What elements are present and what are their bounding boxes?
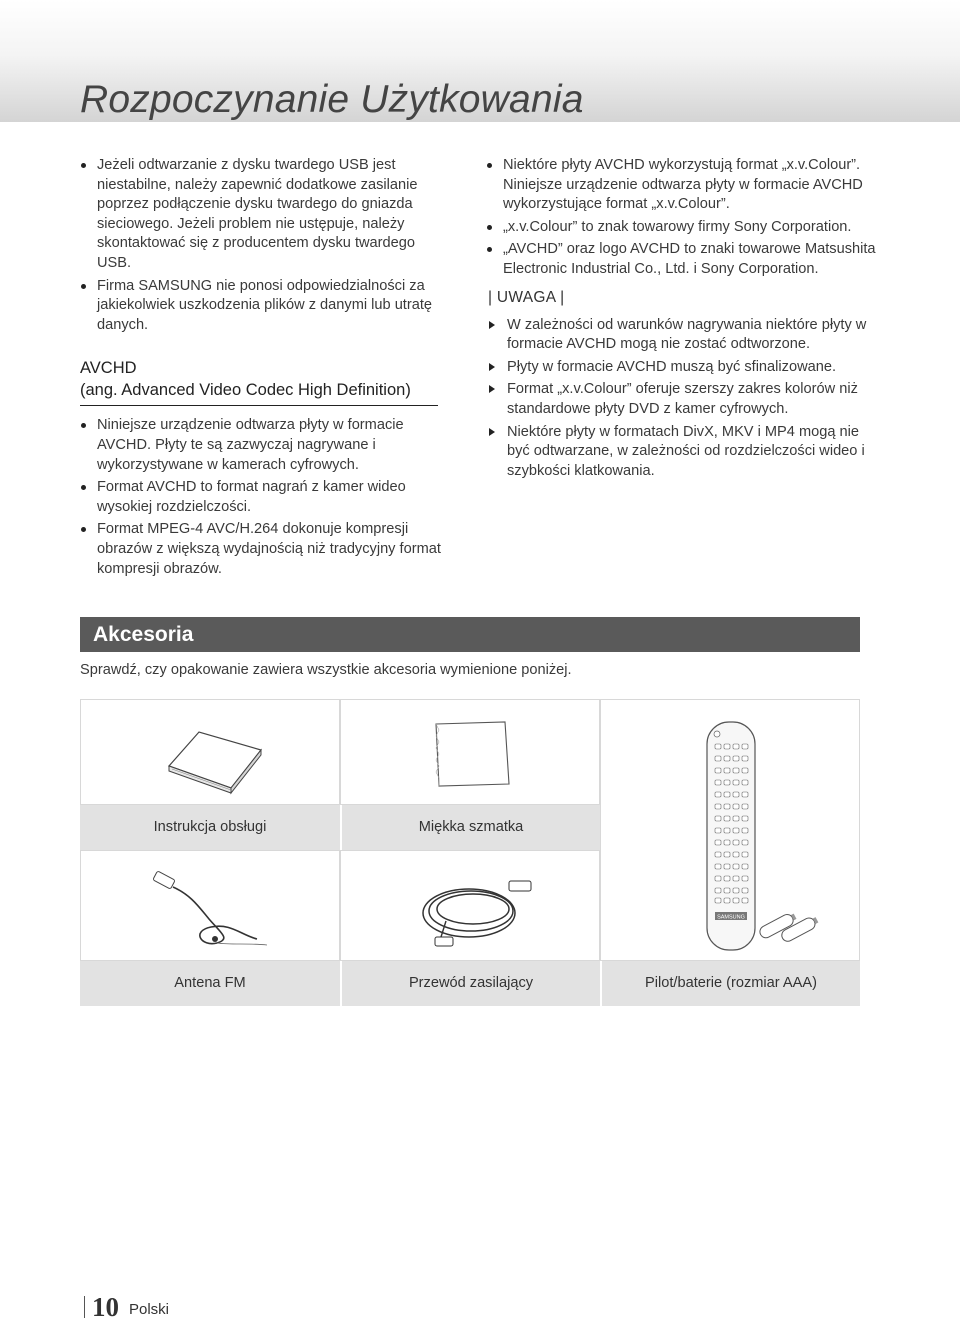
- accessory-label-fm-antenna: Antena FM: [80, 961, 340, 1006]
- remote-button-icon: [742, 816, 748, 821]
- remote-button-icon: [742, 852, 748, 857]
- note-label: | UWAGA |: [488, 288, 565, 306]
- remote-button-icon: [724, 816, 730, 821]
- remote-button-icon: [715, 840, 721, 845]
- remote-button-icon: [733, 756, 739, 761]
- note-item: Niektóre płyty w formatach DivX, MKV i MP4 mogą nie być odtwarzane, w zależności od rozdzielczości wideo i szybkości klatkowania.: [486, 423, 878, 482]
- remote-button-icon: [724, 768, 730, 773]
- power-cord-icon: [341, 851, 601, 962]
- remote-button-icon: [733, 828, 739, 833]
- power-cord-image: [340, 850, 600, 961]
- remote-button-icon: [742, 780, 748, 785]
- list-item: Firma SAMSUNG nie ponosi odpowiedzialności za jakiekolwiek uszkodzenia plików z danymi lub utratę danych.: [80, 277, 452, 336]
- remote-button-icon: [715, 792, 721, 797]
- note-item: Płyty w formacie AVCHD muszą być sfinalizowane.: [486, 358, 878, 378]
- list-item: „x.v.Colour” to znak towarowy firmy Sony Corporation.: [486, 218, 878, 238]
- remote-button-icon: [733, 876, 739, 881]
- remote-button-icon: [742, 768, 748, 773]
- intro-bullet-list: [80, 156, 452, 335]
- page-title: Rozpoczynanie Użytkowania: [80, 78, 584, 121]
- remote-button-icon: [715, 876, 721, 881]
- remote-button-icon: [742, 898, 748, 903]
- remote-button-icon: [733, 816, 739, 821]
- fm-antenna-image: [80, 850, 340, 961]
- manual-image: [80, 699, 340, 805]
- remote-button-icon: [715, 864, 721, 869]
- remote-button-icon: [715, 744, 721, 749]
- cloth-image: [340, 699, 600, 805]
- remote-button-icon: [733, 852, 739, 857]
- accessories-grid: [80, 699, 860, 1012]
- remote-button-icon: [742, 828, 748, 833]
- fm-antenna-icon: [81, 851, 341, 962]
- remote-button-icon: [724, 780, 730, 785]
- cloth-icon: [341, 700, 601, 806]
- remote-button-icon: [742, 888, 748, 893]
- remote-button-icon: [742, 864, 748, 869]
- list-item: Jeżeli odtwarzanie z dysku twardego USB jest niestabilne, należy zapewnić dodatkowe zasilanie poprzez podłączenie dysku twardego do gniazda sieciowego. Jeżeli problem nie ustępuje, należy skontaktować się z producentem dysku twardego USB.: [80, 156, 452, 274]
- remote-button-icon: [733, 768, 739, 773]
- remote-button-icon: [724, 852, 730, 857]
- remote-button-icon: [715, 780, 721, 785]
- accessories-intro: Sprawdź, czy opakowanie zawiera wszystkie akcesoria wymienione poniżej.: [80, 662, 572, 678]
- remote-button-icon: [724, 864, 730, 869]
- accessory-label-cloth: Miękka szmatka: [340, 805, 600, 850]
- remote-button-icon: [742, 876, 748, 881]
- remote-button-icon: [742, 840, 748, 845]
- list-item: Format AVCHD to format nagrań z kamer wideo wysokiej rozdzielczości.: [80, 478, 452, 517]
- remote-button-icon: [733, 792, 739, 797]
- remote-button-icon: [724, 840, 730, 845]
- remote-button-icon: [715, 828, 721, 833]
- accessory-label-remote: Pilot/baterie (rozmiar AAA): [600, 961, 860, 1006]
- accessory-label-power-cord: Przewód zasilający: [340, 961, 600, 1006]
- remote-button-icon: [724, 828, 730, 833]
- list-item: „AVCHD” oraz logo AVCHD to znaki towarowe Matsushita Electronic Industrial Co., Ltd. i Sony Corporation.: [486, 240, 878, 279]
- list-item: Niniejsze urządzenie odtwarza płyty w formacie AVCHD. Płyty te są zazwyczaj nagrywane i wykorzystywane w kamerach cyfrowych.: [80, 416, 452, 475]
- remote-batteries-icon: [601, 700, 861, 962]
- remote-button-icon: [733, 744, 739, 749]
- remote-button-icon: [724, 792, 730, 797]
- remote-button-icon: [733, 780, 739, 785]
- note-item: W zależności od warunków nagrywania niektóre płyty w formacie AVCHD mogą nie zostać odtworzone.: [486, 316, 878, 355]
- avchd-heading-line1: AVCHD: [80, 359, 137, 378]
- remote-button-icon: [724, 756, 730, 761]
- left-column: [80, 156, 452, 582]
- accessory-label-manual: Instrukcja obsługi: [80, 805, 340, 850]
- remote-button-icon: [715, 756, 721, 761]
- remote-button-icon: [724, 888, 730, 893]
- remote-button-icon: [724, 898, 730, 903]
- remote-button-icon: [715, 888, 721, 893]
- accessories-heading: Akcesoria: [80, 617, 860, 652]
- list-item: Niektóre płyty AVCHD wykorzystują format „x.v.Colour”. Niniejsze urządzenie odtwarza płyty w formacie AVCHD wykorzystujące format „x.v.Colour”.: [486, 156, 878, 215]
- remote-button-icon: [724, 876, 730, 881]
- avchd-heading-line2: (ang. Advanced Video Codec High Definition): [80, 381, 411, 400]
- remote-button-icon: [742, 804, 748, 809]
- remote-brand-text: SAMSUNG: [717, 914, 745, 921]
- note-list: [486, 316, 878, 482]
- footer-divider: [84, 1296, 85, 1318]
- remote-button-icon: [733, 864, 739, 869]
- remote-button-icon: [733, 888, 739, 893]
- list-item: Format MPEG-4 AVC/H.264 dokonuje kompresji obrazów z większą wydajnością niż tradycyjny format kompresji obrazów.: [80, 520, 452, 579]
- remote-button-icon: [733, 898, 739, 903]
- remote-image: [600, 699, 860, 961]
- remote-button-icon: [742, 792, 748, 797]
- remote-button-icon: [724, 744, 730, 749]
- remote-button-icon: [715, 898, 721, 903]
- page-number: 10: [92, 1292, 119, 1322]
- remote-power-icon: [714, 731, 720, 737]
- remote-button-icon: [715, 768, 721, 773]
- right-column: [486, 156, 878, 484]
- remote-button-icon: [715, 852, 721, 857]
- remote-button-icon: [733, 804, 739, 809]
- remote-button-icon: [715, 816, 721, 821]
- avchd-bullet-list: [80, 416, 452, 579]
- manual-icon: [81, 700, 341, 806]
- remote-button-icon: [742, 744, 748, 749]
- remote-button-icon: [742, 756, 748, 761]
- remote-button-icon: [715, 804, 721, 809]
- note-item: Format „x.v.Colour” oferuje szerszy zakres kolorów niż standardowe płyty DVD z kamer cyfrowych.: [486, 380, 878, 419]
- page-language: Polski: [129, 1301, 170, 1318]
- remote-button-icon: [724, 804, 730, 809]
- remote-button-icon: [733, 840, 739, 845]
- xvcolour-bullet-list: [486, 156, 878, 280]
- avchd-section-heading: [80, 357, 438, 406]
